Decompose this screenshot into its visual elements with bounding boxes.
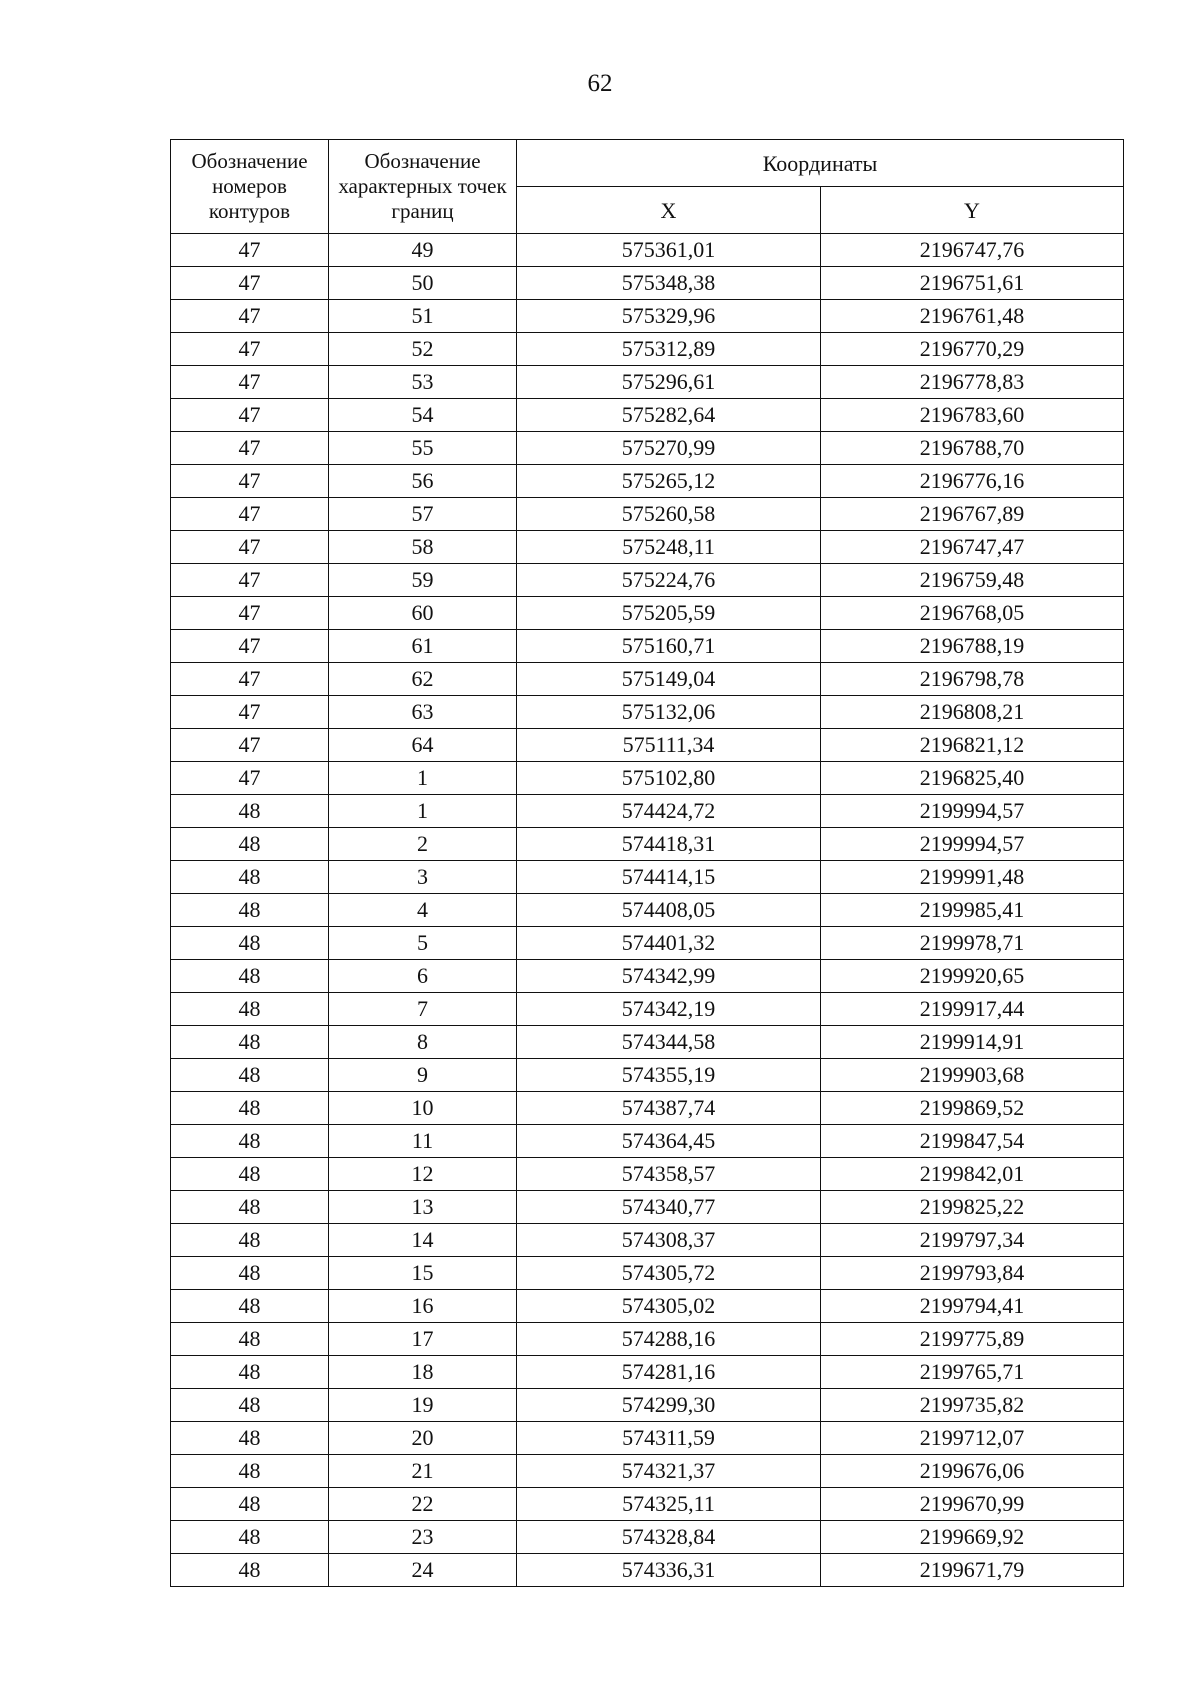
cell-point: 54 <box>329 399 517 432</box>
table-row <box>171 1323 1124 1356</box>
cell-x: 574299,30 <box>517 1389 821 1422</box>
table-row <box>171 795 1124 828</box>
cell-x: 575270,99 <box>517 432 821 465</box>
cell-x: 575132,06 <box>517 696 821 729</box>
cell-point: 17 <box>329 1323 517 1356</box>
cell-x: 575329,96 <box>517 300 821 333</box>
table-row <box>171 861 1124 894</box>
cell-point: 5 <box>329 927 517 960</box>
cell-x: 575111,34 <box>517 729 821 762</box>
table-row <box>171 465 1124 498</box>
table-row <box>171 1455 1124 1488</box>
cell-point: 23 <box>329 1521 517 1554</box>
cell-y: 2199978,71 <box>821 927 1124 960</box>
cell-contour: 47 <box>171 234 329 267</box>
cell-y: 2199676,06 <box>821 1455 1124 1488</box>
table-row <box>171 696 1124 729</box>
cell-contour: 48 <box>171 927 329 960</box>
table-row <box>171 894 1124 927</box>
cell-contour: 47 <box>171 564 329 597</box>
table-row <box>171 927 1124 960</box>
cell-contour: 48 <box>171 828 329 861</box>
cell-point: 12 <box>329 1158 517 1191</box>
table-row <box>171 597 1124 630</box>
cell-y: 2196759,48 <box>821 564 1124 597</box>
table-row <box>171 1290 1124 1323</box>
cell-x: 574340,77 <box>517 1191 821 1224</box>
cell-y: 2199735,82 <box>821 1389 1124 1422</box>
cell-x: 575260,58 <box>517 498 821 531</box>
cell-y: 2196776,16 <box>821 465 1124 498</box>
cell-x: 574424,72 <box>517 795 821 828</box>
cell-contour: 47 <box>171 267 329 300</box>
cell-x: 575348,38 <box>517 267 821 300</box>
cell-point: 22 <box>329 1488 517 1521</box>
cell-point: 64 <box>329 729 517 762</box>
table-row <box>171 498 1124 531</box>
cell-contour: 48 <box>171 1224 329 1257</box>
page-number: 62 <box>587 70 613 97</box>
cell-y: 2199994,57 <box>821 795 1124 828</box>
cell-contour: 48 <box>171 960 329 993</box>
cell-y: 2199797,34 <box>821 1224 1124 1257</box>
cell-contour: 47 <box>171 300 329 333</box>
cell-contour: 48 <box>171 1455 329 1488</box>
cell-y: 2199920,65 <box>821 960 1124 993</box>
cell-point: 59 <box>329 564 517 597</box>
cell-point: 60 <box>329 597 517 630</box>
cell-y: 2196788,70 <box>821 432 1124 465</box>
cell-y: 2199670,99 <box>821 1488 1124 1521</box>
cell-contour: 48 <box>171 1026 329 1059</box>
cell-x: 575160,71 <box>517 630 821 663</box>
cell-contour: 47 <box>171 366 329 399</box>
cell-point: 14 <box>329 1224 517 1257</box>
cell-y: 2196778,83 <box>821 366 1124 399</box>
cell-contour: 48 <box>171 1356 329 1389</box>
cell-y: 2196821,12 <box>821 729 1124 762</box>
cell-y: 2199847,54 <box>821 1125 1124 1158</box>
cell-x: 574311,59 <box>517 1422 821 1455</box>
cell-point: 18 <box>329 1356 517 1389</box>
cell-x: 574325,11 <box>517 1488 821 1521</box>
cell-contour: 47 <box>171 762 329 795</box>
cell-point: 1 <box>329 795 517 828</box>
cell-point: 20 <box>329 1422 517 1455</box>
cell-contour: 48 <box>171 1092 329 1125</box>
cell-y: 2196747,76 <box>821 234 1124 267</box>
cell-point: 56 <box>329 465 517 498</box>
cell-point: 52 <box>329 333 517 366</box>
cell-x: 575312,89 <box>517 333 821 366</box>
cell-point: 24 <box>329 1554 517 1587</box>
cell-x: 574364,45 <box>517 1125 821 1158</box>
table-row <box>171 993 1124 1026</box>
cell-x: 574328,84 <box>517 1521 821 1554</box>
table-row <box>171 1026 1124 1059</box>
cell-point: 55 <box>329 432 517 465</box>
cell-x: 575361,01 <box>517 234 821 267</box>
cell-x: 574358,57 <box>517 1158 821 1191</box>
cell-y: 2199842,01 <box>821 1158 1124 1191</box>
cell-y: 2199994,57 <box>821 828 1124 861</box>
cell-x: 575296,61 <box>517 366 821 399</box>
cell-point: 50 <box>329 267 517 300</box>
cell-point: 16 <box>329 1290 517 1323</box>
cell-point: 2 <box>329 828 517 861</box>
cell-y: 2199985,41 <box>821 894 1124 927</box>
header-contour-numbers: Обозначение номеров контуров <box>171 140 329 234</box>
table-row <box>171 564 1124 597</box>
table-row <box>171 1554 1124 1587</box>
cell-contour: 48 <box>171 1191 329 1224</box>
cell-contour: 47 <box>171 399 329 432</box>
cell-y: 2196768,05 <box>821 597 1124 630</box>
cell-x: 574344,58 <box>517 1026 821 1059</box>
cell-point: 21 <box>329 1455 517 1488</box>
cell-y: 2196747,47 <box>821 531 1124 564</box>
table-row <box>171 333 1124 366</box>
cell-point: 49 <box>329 234 517 267</box>
cell-y: 2196783,60 <box>821 399 1124 432</box>
cell-point: 11 <box>329 1125 517 1158</box>
cell-y: 2196761,48 <box>821 300 1124 333</box>
coordinates-table <box>170 139 1124 1587</box>
cell-x: 575282,64 <box>517 399 821 432</box>
cell-x: 574281,16 <box>517 1356 821 1389</box>
cell-y: 2199775,89 <box>821 1323 1124 1356</box>
cell-x: 574408,05 <box>517 894 821 927</box>
table-row <box>171 762 1124 795</box>
header-coordinates: Координаты <box>517 140 1124 187</box>
cell-contour: 48 <box>171 1125 329 1158</box>
cell-point: 61 <box>329 630 517 663</box>
cell-contour: 48 <box>171 1389 329 1422</box>
cell-y: 2196788,19 <box>821 630 1124 663</box>
table-row <box>171 960 1124 993</box>
cell-x: 574387,74 <box>517 1092 821 1125</box>
cell-x: 574321,37 <box>517 1455 821 1488</box>
table-row <box>171 828 1124 861</box>
table-row <box>171 1488 1124 1521</box>
table-row <box>171 663 1124 696</box>
cell-point: 9 <box>329 1059 517 1092</box>
cell-point: 7 <box>329 993 517 1026</box>
cell-point: 57 <box>329 498 517 531</box>
cell-x: 574401,32 <box>517 927 821 960</box>
cell-point: 58 <box>329 531 517 564</box>
cell-point: 13 <box>329 1191 517 1224</box>
table-row <box>171 729 1124 762</box>
cell-contour: 47 <box>171 630 329 663</box>
cell-x: 574414,15 <box>517 861 821 894</box>
cell-y: 2199991,48 <box>821 861 1124 894</box>
cell-contour: 48 <box>171 1488 329 1521</box>
cell-contour: 47 <box>171 696 329 729</box>
cell-contour: 48 <box>171 1158 329 1191</box>
cell-point: 53 <box>329 366 517 399</box>
header-boundary-points: Обозначение характерных точек границ <box>329 140 517 234</box>
table-row <box>171 234 1124 267</box>
table-row <box>171 1191 1124 1224</box>
cell-x: 575102,80 <box>517 762 821 795</box>
cell-y: 2199712,07 <box>821 1422 1124 1455</box>
cell-contour: 47 <box>171 432 329 465</box>
cell-contour: 47 <box>171 465 329 498</box>
cell-x: 575224,76 <box>517 564 821 597</box>
cell-point: 10 <box>329 1092 517 1125</box>
cell-contour: 47 <box>171 333 329 366</box>
header-y: Y <box>821 187 1124 234</box>
cell-y: 2199914,91 <box>821 1026 1124 1059</box>
cell-point: 8 <box>329 1026 517 1059</box>
cell-x: 575248,11 <box>517 531 821 564</box>
cell-y: 2199917,44 <box>821 993 1124 1026</box>
table-row <box>171 630 1124 663</box>
cell-point: 51 <box>329 300 517 333</box>
cell-y: 2196751,61 <box>821 267 1124 300</box>
cell-contour: 48 <box>171 1290 329 1323</box>
cell-contour: 48 <box>171 861 329 894</box>
table-row <box>171 300 1124 333</box>
cell-x: 574355,19 <box>517 1059 821 1092</box>
cell-y: 2199793,84 <box>821 1257 1124 1290</box>
table-row <box>171 1422 1124 1455</box>
cell-y: 2199671,79 <box>821 1554 1124 1587</box>
cell-y: 2196798,78 <box>821 663 1124 696</box>
table-row <box>171 1224 1124 1257</box>
cell-point: 3 <box>329 861 517 894</box>
cell-y: 2199825,22 <box>821 1191 1124 1224</box>
table-row <box>171 1389 1124 1422</box>
cell-y: 2196808,21 <box>821 696 1124 729</box>
cell-contour: 48 <box>171 993 329 1026</box>
cell-x: 574288,16 <box>517 1323 821 1356</box>
cell-contour: 48 <box>171 894 329 927</box>
cell-point: 6 <box>329 960 517 993</box>
cell-contour: 47 <box>171 498 329 531</box>
table-body <box>171 234 1124 1587</box>
cell-contour: 48 <box>171 1059 329 1092</box>
cell-contour: 47 <box>171 597 329 630</box>
cell-y: 2199669,92 <box>821 1521 1124 1554</box>
cell-contour: 47 <box>171 531 329 564</box>
cell-x: 575265,12 <box>517 465 821 498</box>
cell-point: 1 <box>329 762 517 795</box>
table-row <box>171 1059 1124 1092</box>
cell-point: 4 <box>329 894 517 927</box>
table-row <box>171 366 1124 399</box>
cell-point: 63 <box>329 696 517 729</box>
cell-x: 574342,19 <box>517 993 821 1026</box>
table-row <box>171 432 1124 465</box>
cell-x: 574418,31 <box>517 828 821 861</box>
cell-y: 2199765,71 <box>821 1356 1124 1389</box>
table-row <box>171 1158 1124 1191</box>
cell-x: 574305,72 <box>517 1257 821 1290</box>
cell-y: 2199903,68 <box>821 1059 1124 1092</box>
cell-point: 62 <box>329 663 517 696</box>
cell-contour: 48 <box>171 1521 329 1554</box>
cell-point: 19 <box>329 1389 517 1422</box>
cell-contour: 48 <box>171 1257 329 1290</box>
table-row <box>171 1257 1124 1290</box>
cell-x: 574336,31 <box>517 1554 821 1587</box>
table-row <box>171 267 1124 300</box>
header-x: X <box>517 187 821 234</box>
cell-x: 575149,04 <box>517 663 821 696</box>
table-row <box>171 1092 1124 1125</box>
cell-point: 15 <box>329 1257 517 1290</box>
cell-y: 2196825,40 <box>821 762 1124 795</box>
cell-y: 2196767,89 <box>821 498 1124 531</box>
cell-contour: 48 <box>171 1422 329 1455</box>
cell-y: 2196770,29 <box>821 333 1124 366</box>
table-header <box>171 140 1124 234</box>
cell-contour: 47 <box>171 729 329 762</box>
cell-y: 2199869,52 <box>821 1092 1124 1125</box>
cell-x: 574342,99 <box>517 960 821 993</box>
cell-x: 574308,37 <box>517 1224 821 1257</box>
cell-contour: 48 <box>171 1554 329 1587</box>
cell-x: 574305,02 <box>517 1290 821 1323</box>
table-row <box>171 1521 1124 1554</box>
cell-x: 575205,59 <box>517 597 821 630</box>
cell-contour: 47 <box>171 663 329 696</box>
table-row <box>171 1125 1124 1158</box>
cell-contour: 48 <box>171 1323 329 1356</box>
table-row <box>171 399 1124 432</box>
cell-y: 2199794,41 <box>821 1290 1124 1323</box>
cell-contour: 48 <box>171 795 329 828</box>
table-row <box>171 531 1124 564</box>
table-row <box>171 1356 1124 1389</box>
